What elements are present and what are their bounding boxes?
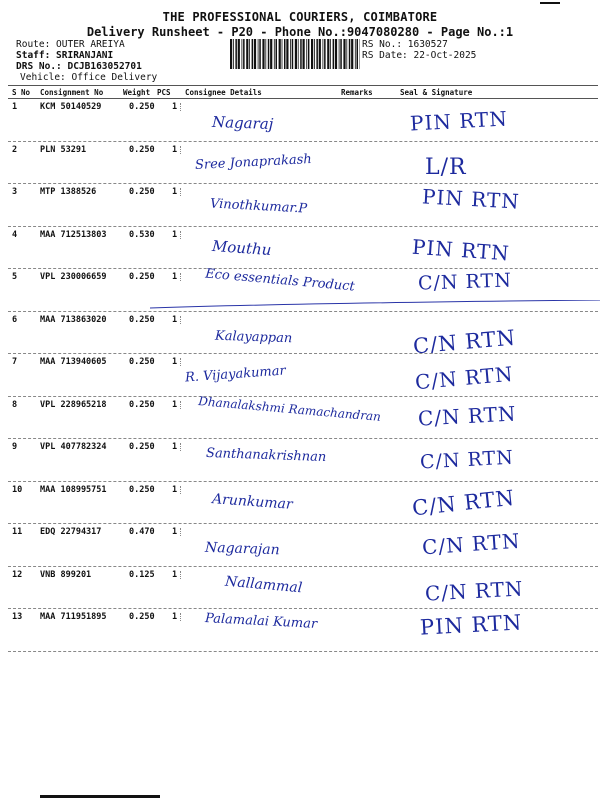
consignee-signature: Nagaraj (211, 112, 274, 134)
row-tick (180, 316, 181, 324)
row-tick (180, 401, 181, 409)
row-weight: 0.250 (129, 399, 155, 410)
row-separator (8, 353, 598, 354)
col-consignment: Consignment No (40, 88, 104, 97)
col-remarks: Remarks (341, 88, 373, 97)
row-pcs: 1 (172, 399, 178, 410)
consignee-signature: Nallammal (224, 573, 303, 596)
header-rule-top (8, 85, 598, 86)
row-sno: 5 (12, 272, 18, 282)
rs-date-text: RS Date: 22-Oct-2025 (362, 50, 477, 61)
remark-handwritten: C/N RTN (417, 400, 518, 431)
row-tick (180, 443, 181, 451)
row-pcs: 1 (172, 229, 178, 240)
consignee-signature: Nagarajan (204, 539, 280, 559)
col-seal: Seal & Signature (400, 88, 473, 97)
row-consignment: VNB 899201 (40, 569, 92, 580)
row-consignment: MAA 711951895 (40, 612, 107, 622)
remark-handwritten: C/N RTN (419, 446, 515, 474)
drs-text: DRS No.: DCJB163052701 (16, 61, 142, 72)
remark-handwritten: PIN RTN (409, 106, 509, 136)
row-weight: 0.250 (129, 442, 155, 452)
row-separator (8, 226, 598, 227)
row-sno: 13 (12, 612, 23, 622)
row-pcs: 1 (172, 144, 178, 155)
remark-handwritten: C/N RTN (414, 361, 515, 395)
row-pcs: 1 (172, 314, 178, 325)
consignee-signature: Dhanalakshmi Ramachandran (197, 393, 382, 424)
row-pcs: 1 (172, 357, 178, 367)
row-consignment: VPL 228965218 (40, 399, 107, 410)
row-sno: 1 (12, 102, 18, 112)
row-sno: 3 (12, 187, 18, 197)
row-consignment: MAA 712513803 (40, 229, 107, 240)
col-pcs: PCS (157, 88, 171, 97)
row-sno: 9 (12, 442, 18, 452)
scan-mark (540, 2, 560, 4)
consignee-signature: Palamalai Kumar (204, 611, 318, 632)
col-sno: S No (12, 88, 31, 97)
row-tick (180, 358, 181, 366)
row-tick (180, 103, 181, 111)
row-weight: 0.125 (129, 569, 155, 580)
row-separator (8, 141, 598, 142)
row-weight: 0.250 (129, 357, 155, 367)
row-sno: 12 (12, 569, 23, 580)
row-sno: 8 (12, 399, 18, 410)
row-weight: 0.250 (129, 102, 155, 112)
row-separator (8, 396, 598, 397)
row-sno: 10 (12, 484, 23, 495)
vehicle-text: Vehicle: Office Delivery (20, 72, 158, 83)
remark-handwritten: C/N RTN (424, 575, 525, 606)
remark-handwritten: PIN RTN (411, 234, 511, 265)
page-subtitle: Delivery Runsheet - P20 - Phone No.:9047080280 - Page No.:1 (86, 25, 514, 39)
row-tick (180, 231, 181, 239)
remark-handwritten: C/N RTN (417, 269, 513, 295)
row-consignment: VPL 230006659 (40, 272, 107, 282)
row-tick (180, 273, 181, 281)
row-separator (8, 523, 598, 524)
row-pcs: 1 (172, 187, 178, 197)
row-consignment: PLN 53291 (40, 144, 87, 155)
row-separator (8, 183, 598, 184)
row-pcs: 1 (172, 484, 178, 495)
row-consignment: MTP 1388526 (40, 187, 97, 197)
row-consignment: MAA 713940605 (40, 357, 107, 367)
row-pcs: 1 (172, 569, 178, 580)
row-sno: 7 (12, 357, 18, 367)
remark-handwritten: L/R (425, 154, 467, 180)
remark-handwritten: C/N RTN (412, 325, 517, 358)
consignee-signature: Eco essentials Product (204, 266, 356, 295)
row-pcs: 1 (172, 272, 178, 282)
consignee-signature: Arunkumar (211, 490, 294, 513)
meta-left (16, 39, 142, 72)
row-sno: 6 (12, 314, 18, 325)
row-tick (180, 571, 181, 579)
consignee-signature: Vinothkumar.P (209, 196, 308, 217)
consignee-signature: Santhanakrishnan (205, 445, 327, 466)
row-weight: 0.250 (129, 314, 155, 325)
remark-handwritten: PIN RTN (421, 184, 521, 214)
route-text: Route: OUTER AREIYA (16, 39, 125, 50)
row-pcs: 1 (172, 442, 178, 452)
row-pcs: 1 (172, 527, 178, 537)
consignee-signature: Kalayappan (214, 328, 293, 346)
staff-text: Staff: SRIRANJANI (16, 50, 114, 61)
row-weight: 0.250 (129, 187, 155, 197)
row-separator (8, 438, 598, 439)
col-weight: Weight (123, 88, 151, 97)
col-consignee: Consignee Details (185, 88, 262, 97)
row-separator (8, 651, 598, 652)
row-tick (180, 613, 181, 621)
row-pcs: 1 (172, 102, 178, 112)
rs-no-text: RS No.: 1630527 (362, 39, 448, 50)
row-separator (8, 608, 598, 609)
row-tick (180, 146, 181, 154)
consignee-signature: Mouthu (211, 236, 272, 259)
row-consignment: EDQ 22794317 (40, 527, 102, 537)
row-pcs: 1 (172, 612, 178, 622)
row-separator (8, 566, 598, 567)
row-weight: 0.250 (129, 484, 155, 495)
page-title: THE PROFESSIONAL COURIERS, COIMBATORE (162, 10, 438, 24)
row-sno: 4 (12, 229, 18, 240)
consignee-signature: Sree Jonaprakash (194, 151, 313, 173)
row-weight: 0.530 (129, 229, 155, 240)
row-tick (180, 188, 181, 196)
consignee-signature: R. Vijayakumar (184, 363, 287, 386)
header-rule-bottom (8, 98, 598, 99)
row-consignment: VPL 407782324 (40, 442, 107, 452)
row-tick (180, 486, 181, 494)
remark-handwritten: C/N RTN (411, 485, 517, 520)
row-consignment: KCM 50140529 (40, 102, 102, 112)
scan-mark-bottom (40, 795, 160, 798)
pen-stroke (150, 300, 600, 312)
row-weight: 0.250 (129, 612, 155, 622)
row-weight: 0.470 (129, 527, 155, 537)
row-tick (180, 528, 181, 536)
row-consignment: MAA 713863020 (40, 314, 107, 325)
meta-right (362, 39, 476, 61)
remark-handwritten: C/N RTN (421, 528, 522, 560)
remark-handwritten: PIN RTN (419, 610, 523, 640)
row-weight: 0.250 (129, 272, 155, 282)
barcode (230, 39, 360, 69)
row-sno: 2 (12, 144, 18, 155)
row-sno: 11 (12, 527, 23, 537)
row-separator (8, 481, 598, 482)
row-consignment: MAA 108995751 (40, 484, 107, 495)
row-weight: 0.250 (129, 144, 155, 155)
